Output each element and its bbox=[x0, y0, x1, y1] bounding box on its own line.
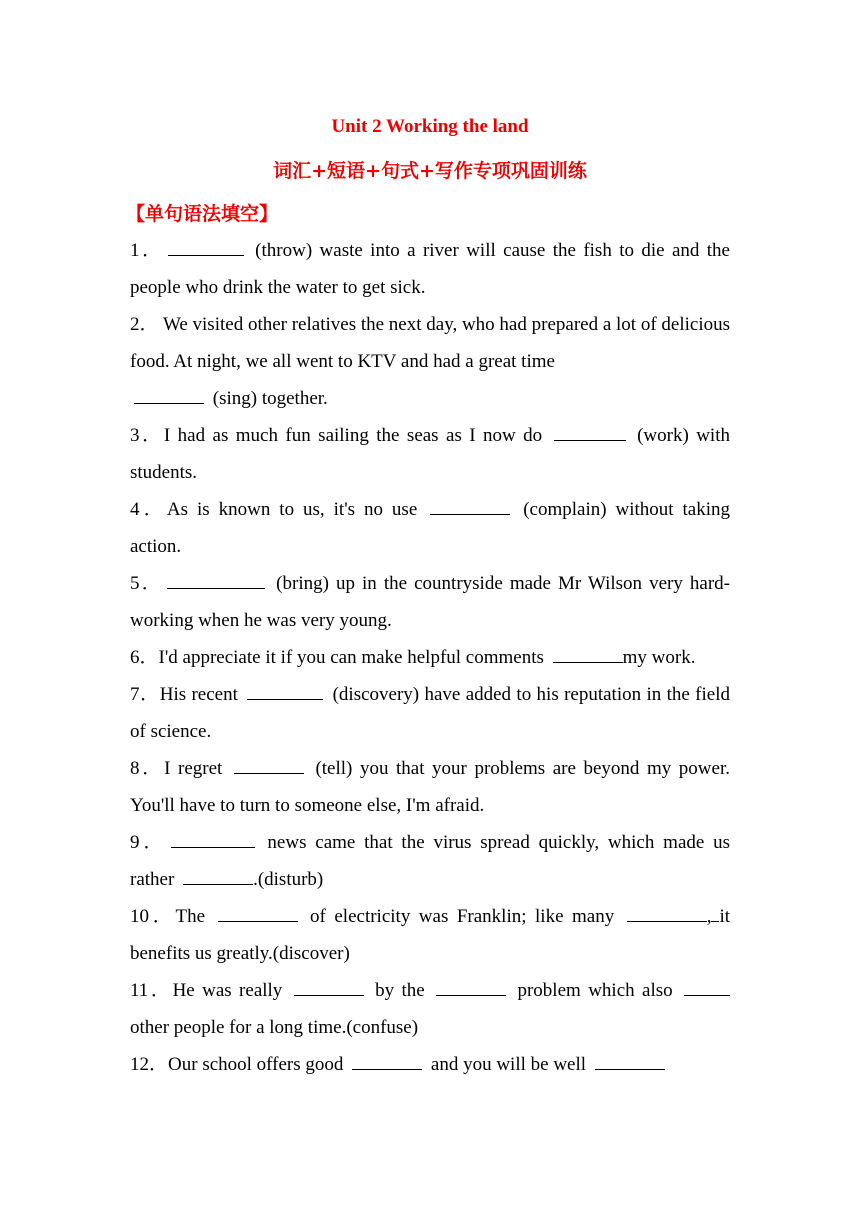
answer-blank[interactable] bbox=[171, 830, 255, 848]
document-title: Unit 2 Working the land bbox=[331, 116, 529, 137]
exercise-item-11 bbox=[130, 972, 730, 1046]
answer-blank[interactable] bbox=[294, 978, 364, 996]
item-text: news came that the virus spread quickly, which made us rather bbox=[130, 832, 731, 890]
item-text: other people for a long time.(confuse) bbox=[130, 1017, 419, 1038]
item-text: I regret bbox=[164, 758, 223, 779]
item-text: and you will be well bbox=[430, 1054, 587, 1075]
answer-blank[interactable] bbox=[234, 756, 304, 774]
answer-blank[interactable] bbox=[167, 571, 265, 589]
item-text: The bbox=[175, 906, 206, 927]
answer-blank[interactable] bbox=[553, 645, 623, 663]
item-text: Our school offers good bbox=[168, 1054, 344, 1075]
item-text: He was really bbox=[172, 980, 283, 1001]
item-text: (complain) without taking action. bbox=[130, 499, 731, 557]
item-number: 6． bbox=[130, 647, 159, 668]
item-number: 7． bbox=[130, 684, 160, 705]
document-subtitle: 词汇+短语+句式+写作专项巩固训练 bbox=[273, 160, 587, 182]
answer-blank[interactable] bbox=[554, 423, 626, 441]
document-page bbox=[126, 112, 731, 1083]
item-number: 8． bbox=[130, 758, 165, 779]
item-text: I had as much fun sailing the seas as I now do bbox=[163, 425, 543, 446]
exercise-item-3 bbox=[130, 417, 730, 491]
item-number: 3． bbox=[130, 425, 164, 446]
item-text: of electricity was Franklin; like many bbox=[310, 906, 615, 927]
exercise-item-8 bbox=[130, 750, 730, 824]
answer-blank[interactable] bbox=[168, 238, 244, 256]
item-text: .(disturb) bbox=[253, 869, 324, 890]
item-text: problem which also bbox=[517, 980, 673, 1001]
exercise-item-9 bbox=[130, 824, 730, 898]
item-text: (throw) waste into a river will cause the fish to die and the people who drink the water to get sick. bbox=[130, 240, 730, 298]
item-number: 11． bbox=[130, 980, 173, 1001]
item-text: (sing) together. bbox=[212, 388, 328, 409]
item-text: it benefits us greatly.(discover) bbox=[130, 906, 731, 964]
item-text: His recent bbox=[159, 684, 238, 705]
exercise-item-4 bbox=[130, 491, 730, 565]
exercise-item-6 bbox=[130, 639, 730, 676]
item-number: 9． bbox=[130, 832, 167, 853]
answer-blank[interactable] bbox=[352, 1052, 422, 1070]
item-text: (work) with students. bbox=[130, 425, 730, 483]
item-text: I'd appreciate it if you can make helpful comments bbox=[158, 647, 544, 668]
item-number: 1． bbox=[130, 240, 164, 261]
exercise-item-12 bbox=[130, 1046, 730, 1083]
exercise-item-1 bbox=[130, 232, 730, 306]
answer-blank[interactable] bbox=[436, 978, 506, 996]
answer-blank[interactable] bbox=[218, 904, 298, 922]
item-number: 5． bbox=[130, 573, 164, 594]
item-text: , bbox=[706, 906, 712, 927]
item-text: As is known to us, it's no use bbox=[166, 499, 418, 520]
exercise-item-10 bbox=[130, 898, 730, 972]
answer-blank[interactable] bbox=[183, 867, 253, 885]
item-text: my work. bbox=[622, 647, 696, 668]
exercise-list bbox=[130, 232, 730, 1083]
item-text: (bring) up in the countryside made Mr Wilson very hard-working when he was very young. bbox=[130, 573, 731, 631]
item-number: 2． bbox=[130, 314, 159, 335]
answer-blank[interactable] bbox=[247, 682, 323, 700]
exercise-item-2 bbox=[130, 306, 730, 417]
answer-blank[interactable] bbox=[595, 1052, 665, 1070]
section-heading: 【单句语法填空】 bbox=[126, 203, 279, 225]
item-number: 10． bbox=[130, 906, 176, 927]
answer-blank[interactable] bbox=[684, 978, 730, 996]
item-text: We visited other relatives the next day, who had prepared a lot of delicious food. At night, we all went to KTV and had a great time bbox=[130, 314, 730, 372]
exercise-item-7 bbox=[130, 676, 730, 750]
item-text: (tell) you that your problems are beyond my power. You'll have to turn to someone else, I'm afraid. bbox=[130, 758, 730, 816]
answer-blank[interactable] bbox=[430, 497, 510, 515]
item-text: (discovery) have added to his reputation in the field of science. bbox=[130, 684, 730, 742]
item-text: by the bbox=[375, 980, 425, 1001]
item-number: 12． bbox=[130, 1054, 169, 1075]
answer-blank[interactable] bbox=[134, 386, 204, 404]
exercise-item-5 bbox=[130, 565, 730, 639]
item-number: 4． bbox=[130, 499, 167, 520]
answer-blank[interactable] bbox=[627, 904, 707, 922]
